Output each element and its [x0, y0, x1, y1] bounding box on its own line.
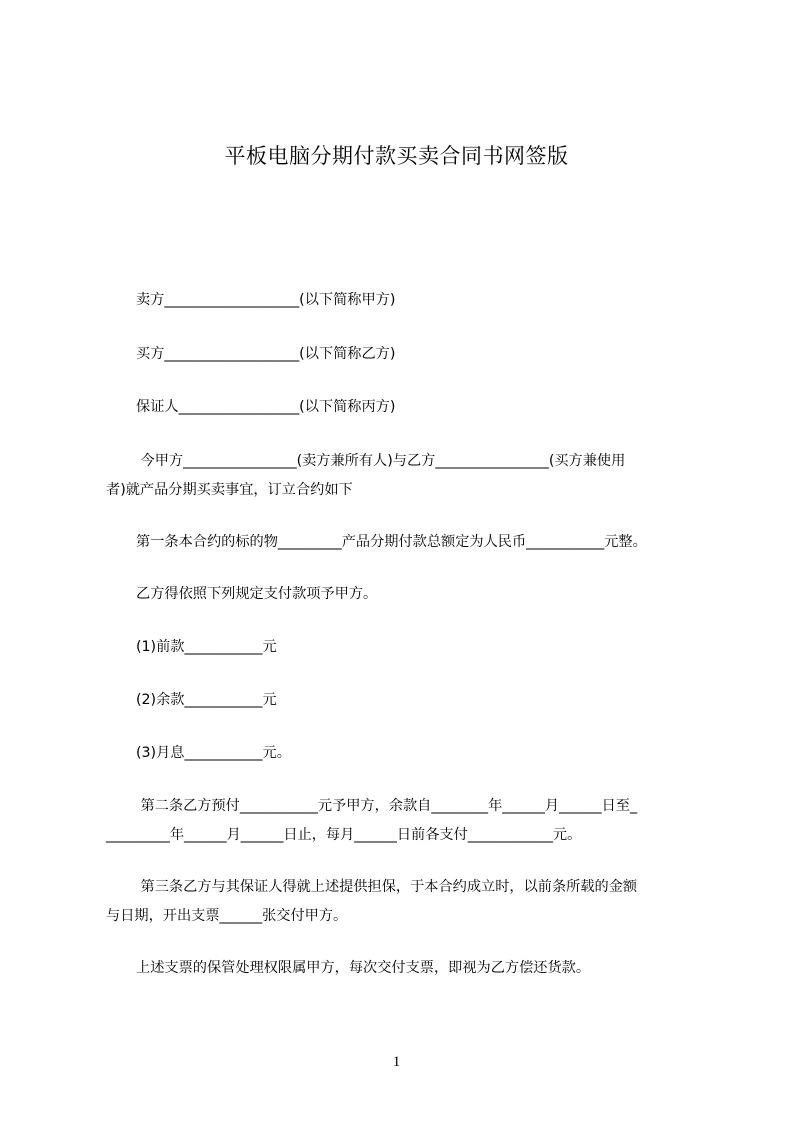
down-payment-item: (1)前款___________元 [136, 639, 277, 655]
article-1-paragraph: 第一条本合约的标的物_________产品分期付款总额定为人民币___________元整。 [136, 534, 647, 550]
page-number: 1 [392, 1054, 401, 1070]
payment-intro-paragraph: 乙方得依照下列规定支付款项予甲方。 [136, 586, 378, 602]
article-3-paragraph: 第三条乙方与其保证人得就上述提供担保，于本合约成立时，以前条所载的金额 与日期，开出支票______张交付甲方。 [106, 879, 638, 924]
article-2-paragraph: 第二条乙方预付___________元予甲方，余款自________年______月______日至_ _________年______月______日止，每月______日前各支付____________元。 [106, 798, 638, 843]
preamble-paragraph: 今甲方________________(卖方兼所有人)与乙方________________(买方兼使用 者)就产品分期买卖事宜，订立合约如下 [106, 453, 626, 498]
seller-line: 卖方___________________(以下简称甲方) [136, 292, 396, 308]
cheque-custody-paragraph: 上述支票的保管处理权限属甲方，每次交付支票，即视为乙方偿还货款。 [136, 960, 591, 976]
balance-item: (2)余款___________元 [136, 692, 277, 708]
monthly-interest-item: (3)月息___________元。 [136, 745, 291, 761]
buyer-line: 买方___________________(以下简称乙方) [136, 346, 396, 362]
guarantor-line: 保证人_________________(以下简称丙方) [136, 399, 396, 415]
document-title: 平板电脑分期付款买卖合同书网签版 [224, 144, 569, 168]
